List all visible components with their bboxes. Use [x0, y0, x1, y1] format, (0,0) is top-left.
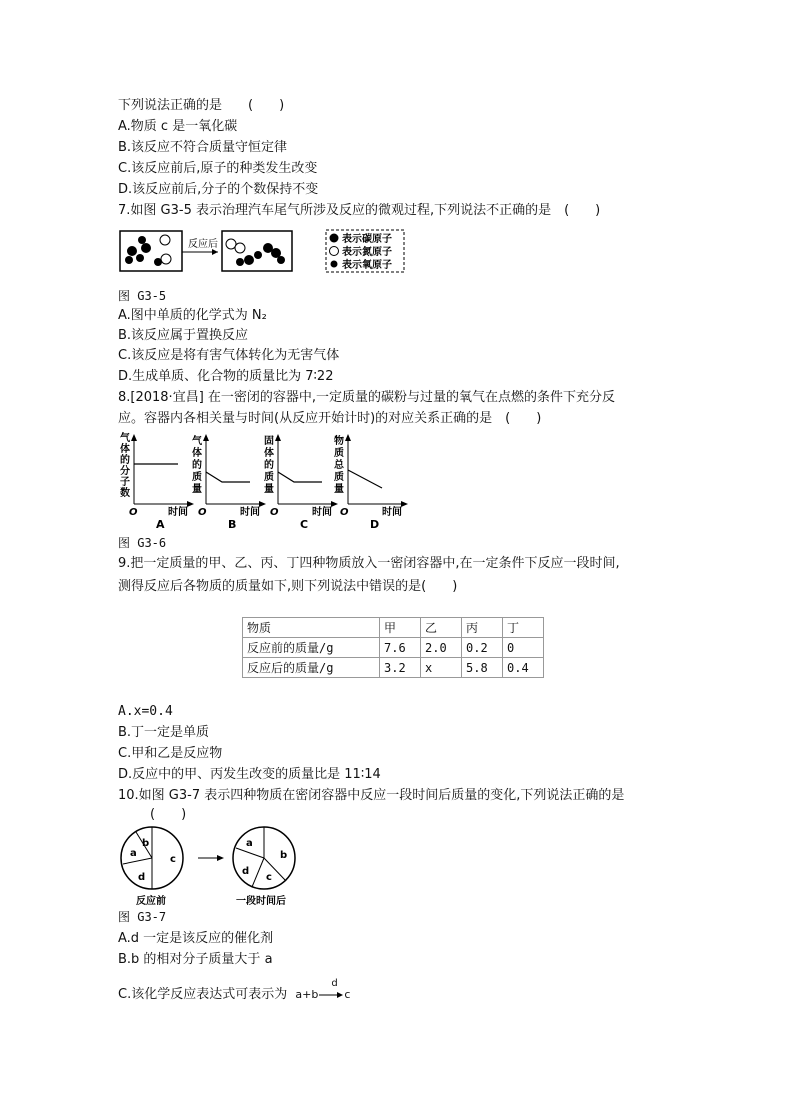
table-cell: 7.6 — [380, 638, 421, 658]
q10-option-a: A.d 一定是该反应的催化剂 — [118, 931, 274, 946]
table-cell: 2.0 — [421, 638, 462, 658]
graph-a — [120, 431, 194, 531]
q9-option-a: A.x=0.4 — [118, 704, 173, 719]
graph-b-letter: B — [228, 518, 237, 531]
q7-option-d: D.生成单质、化合物的质量比为 7∶22 — [118, 369, 334, 384]
q6-option-b: B.该反应不符合质量守恒定律 — [118, 140, 288, 155]
after-molecules — [226, 239, 285, 266]
q9-stem-line2: 测得反应后各物质的质量如下,则下列说法中错误的是( ) — [118, 579, 458, 594]
graph-c — [264, 434, 338, 531]
q10-stem-line1: 10.如图 G3-7 表示四种物质在密闭容器中反应一段时间后质量的变化,下列说法正确的是 — [118, 788, 625, 803]
graph-d-letter: D — [370, 518, 380, 531]
pie-after — [233, 827, 295, 907]
table-header-cell: 甲 — [380, 618, 421, 638]
table-cell: 0 — [503, 638, 544, 658]
pie-after-c: c — [266, 872, 272, 883]
graph-c-ylabel-3: 质 — [264, 472, 274, 483]
graph-a-ylabel-0: 气 — [120, 433, 130, 444]
after-box — [222, 231, 292, 271]
graph-c-ylabel-4: 量 — [264, 484, 274, 495]
q6-option-c: C.该反应前后,原子的种类发生改变 — [118, 161, 318, 176]
table-row — [243, 638, 544, 658]
q8-stem-line1: 8.[2018·宜昌] 在一密闭的容器中,一定质量的碳粉与过量的氧气在点燃的条件下充分反 — [118, 390, 616, 405]
graph-d-ylabel-3: 质 — [334, 472, 344, 483]
catalyst-label: d — [331, 978, 338, 989]
graph-b-line — [206, 472, 250, 482]
pie-before-d: d — [138, 872, 146, 883]
graph-b-ylabel-2: 的 — [192, 460, 202, 471]
q6-option-d: D.该反应前后,分子的个数保持不变 — [118, 182, 319, 197]
q7-option-c: C.该反应是将有害气体转化为无害气体 — [118, 348, 340, 363]
figure-g3-6 — [118, 430, 418, 532]
q9-option-d: D.反应中的甲、丙发生改变的质量比是 11∶14 — [118, 767, 381, 782]
graph-d-ylabel-1: 质 — [334, 448, 344, 459]
graph-c-origin: O — [270, 507, 279, 518]
graph-a-ylabel-2: 的 — [120, 455, 130, 466]
graph-c-ylabel-1: 体 — [264, 448, 274, 459]
carbon-atom-icon — [330, 234, 339, 243]
q9-option-c: C.甲和乙是反应物 — [118, 746, 223, 761]
q6-stem: 下列说法正确的是 ( ) — [118, 98, 285, 113]
pie-after-b: b — [280, 850, 288, 861]
figure-g3-5 — [118, 226, 418, 278]
table-cell: 3.2 — [380, 658, 421, 678]
pie-before-b: b — [142, 838, 150, 849]
figure-g3-7 — [118, 824, 308, 908]
graph-b-ylabel-1: 体 — [192, 448, 202, 459]
pie-after-a: a — [246, 838, 253, 849]
graph-b — [192, 434, 266, 531]
pie-before-a: a — [130, 848, 137, 859]
q7-option-a: A.图中单质的化学式为 N₂ — [118, 308, 267, 323]
q8-stem-line2: 应。容器内各相关量与时间(从反应开始计时)的对应关系正确的是 ( ) — [118, 411, 542, 426]
oxygen-atom-icon — [331, 261, 338, 268]
q7-caption: 图 G3-5 — [118, 289, 167, 303]
q8-caption: 图 G3-6 — [118, 536, 167, 550]
q9-option-b: B.丁一定是单质 — [118, 725, 210, 740]
reactants: a+b — [295, 988, 319, 1001]
legend-nitrogen: 表示氮原子 — [342, 247, 392, 258]
graph-d-ylabel-4: 量 — [334, 484, 344, 495]
graph-a-ylabel-4: 子 — [120, 477, 130, 488]
q10-option-b: B.b 的相对分子质量大于 a — [118, 952, 273, 967]
table-cell: 0.2 — [462, 638, 503, 658]
graph-c-line — [278, 472, 322, 482]
table-header-cell: 物质 — [243, 618, 380, 638]
graph-d-xlabel: 时间 — [382, 507, 402, 518]
graph-a-ylabel-1: 体 — [120, 444, 130, 455]
table-header-cell: 乙 — [421, 618, 462, 638]
table-header-cell: 丁 — [503, 618, 544, 638]
graph-b-ylabel-4: 量 — [192, 484, 202, 495]
table-cell: x — [421, 658, 462, 678]
graph-d-ylabel-2: 总 — [334, 460, 344, 471]
pie-after-d: d — [242, 866, 250, 877]
q6-option-a: A.物质 c 是一氧化碳 — [118, 119, 238, 134]
graph-a-letter: A — [156, 518, 165, 531]
table-header-cell: 丙 — [462, 618, 503, 638]
table-cell: 5.8 — [462, 658, 503, 678]
legend-carbon: 表示碳原子 — [342, 234, 392, 245]
q10-caption: 图 G3-7 — [118, 910, 167, 924]
graph-d-ylabel-0: 物 — [334, 436, 344, 447]
graph-a-origin: O — [129, 507, 138, 518]
graph-c-ylabel-0: 固 — [264, 436, 274, 447]
graph-d — [334, 434, 408, 531]
graph-d-origin: O — [340, 507, 349, 518]
product: c — [344, 988, 351, 1001]
pie-before-label: 反应前 — [136, 896, 166, 907]
graph-c-letter: C — [300, 518, 309, 531]
legend-oxygen: 表示氧原子 — [342, 260, 392, 271]
q7-option-b: B.该反应属于置换反应 — [118, 328, 249, 343]
reaction-expression — [295, 978, 351, 1004]
graph-c-xlabel: 时间 — [312, 507, 332, 518]
q10-option-c — [118, 978, 351, 1004]
table-header-row — [243, 618, 544, 638]
graph-c-ylabel-2: 的 — [264, 460, 274, 471]
graph-a-ylabel-5: 数 — [120, 488, 130, 499]
pie-before — [121, 827, 183, 907]
q7-stem: 7.如图 G3-5 表示治理汽车尾气所涉及反应的微观过程,下列说法不正确的是 ( ) — [118, 203, 601, 218]
graph-b-ylabel-3: 质 — [192, 472, 202, 483]
graph-b-ylabel-0: 气 — [192, 436, 202, 447]
before-molecules — [125, 235, 171, 266]
table-cell: 反应后的质量/g — [243, 658, 380, 678]
nitrogen-atom-icon — [330, 247, 339, 256]
table-row — [243, 658, 544, 678]
graph-a-ylabel-3: 分 — [120, 466, 130, 477]
q10-stem-line2: ( ) — [150, 807, 187, 822]
q9-stem-line1: 9.把一定质量的甲、乙、丙、丁四种物质放入一密闭容器中,在一定条件下反应一段时间, — [118, 556, 620, 571]
mass-table — [242, 617, 544, 678]
q10-option-c-prefix: C.该化学反应表达式可表示为 — [118, 987, 288, 1002]
arrow-label: 反应后 — [188, 239, 218, 250]
pie-before-c: c — [170, 854, 176, 865]
graph-d-line — [348, 470, 382, 488]
graph-b-xlabel: 时间 — [240, 507, 260, 518]
table-cell: 反应前的质量/g — [243, 638, 380, 658]
graph-b-origin: O — [198, 507, 207, 518]
pie-after-label: 一段时间后 — [236, 896, 286, 907]
table-cell: 0.4 — [503, 658, 544, 678]
graph-a-xlabel: 时间 — [168, 507, 188, 518]
